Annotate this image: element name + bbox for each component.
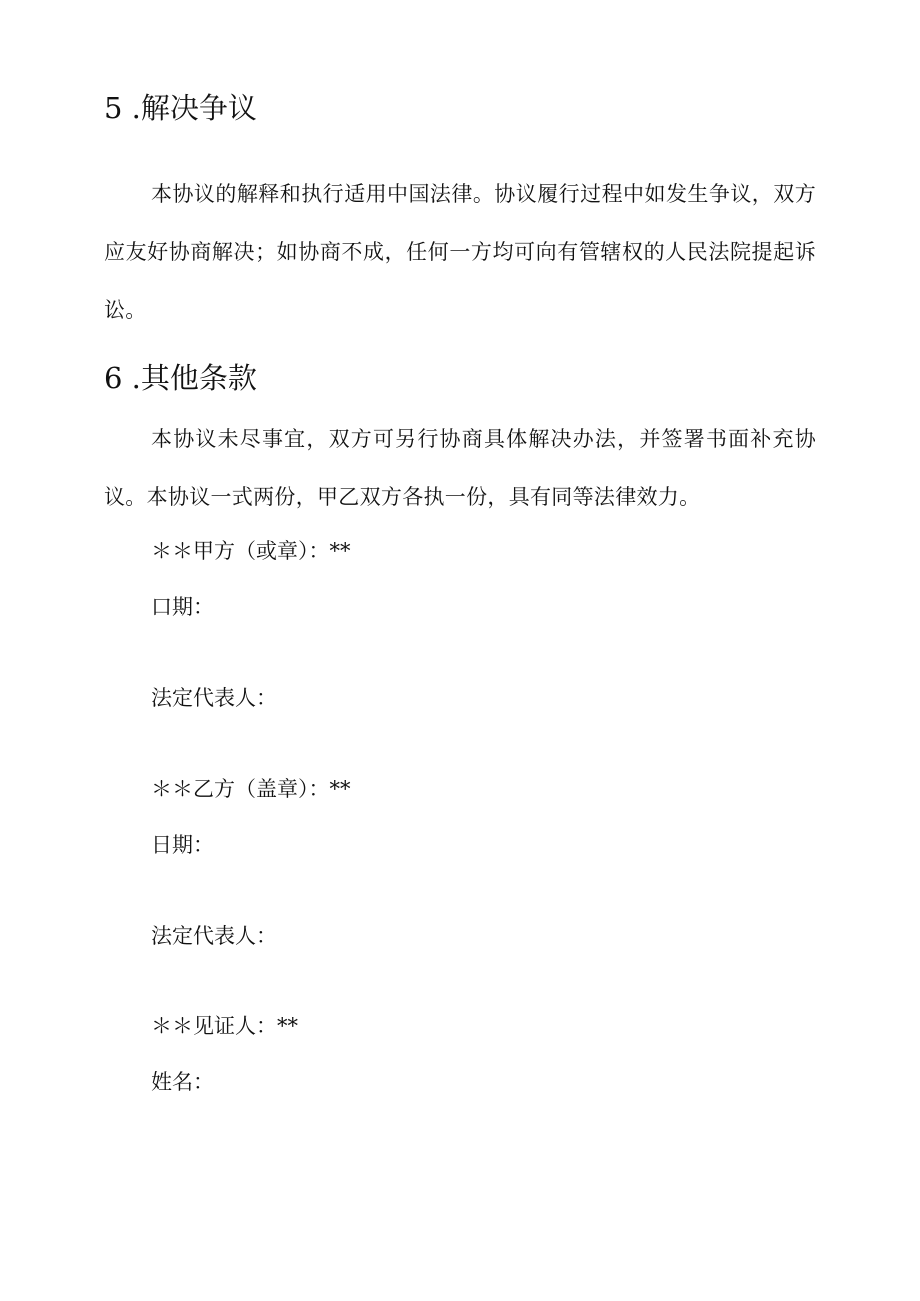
party-b-representative-label: 法定代表人： xyxy=(151,924,277,948)
section-body-dispute-resolution: 本协议的解释和执行适用中国法律。协议履行过程中如发生争议，双方应友好协商解决；如协商不成，任何一方均可向有管辖权的人民法院提起诉讼。 xyxy=(104,182,816,322)
party-a-title: ＊＊甲方（或章）：** xyxy=(151,539,351,563)
section-heading-other-terms: 6 .其他条款 xyxy=(104,361,257,395)
section-heading-dispute-resolution: 5 .解决争议 xyxy=(104,91,257,125)
party-b-date-label: 日期： xyxy=(151,833,214,857)
party-b-title: ＊＊乙方（盖章）：** xyxy=(151,777,351,801)
party-a-representative-label: 法定代表人： xyxy=(151,686,277,710)
party-a-date-label: 口期： xyxy=(151,595,214,619)
witness-name-label: 姓名： xyxy=(151,1070,214,1094)
section-body-other-terms: 本协议未尽事宜，双方可另行协商具体解决办法，并签署书面补充协议。本协议一式两份，甲乙双方各执一份，具有同等法律效力。 xyxy=(104,427,816,509)
witness-title: ＊＊见证人：** xyxy=(151,1014,298,1038)
